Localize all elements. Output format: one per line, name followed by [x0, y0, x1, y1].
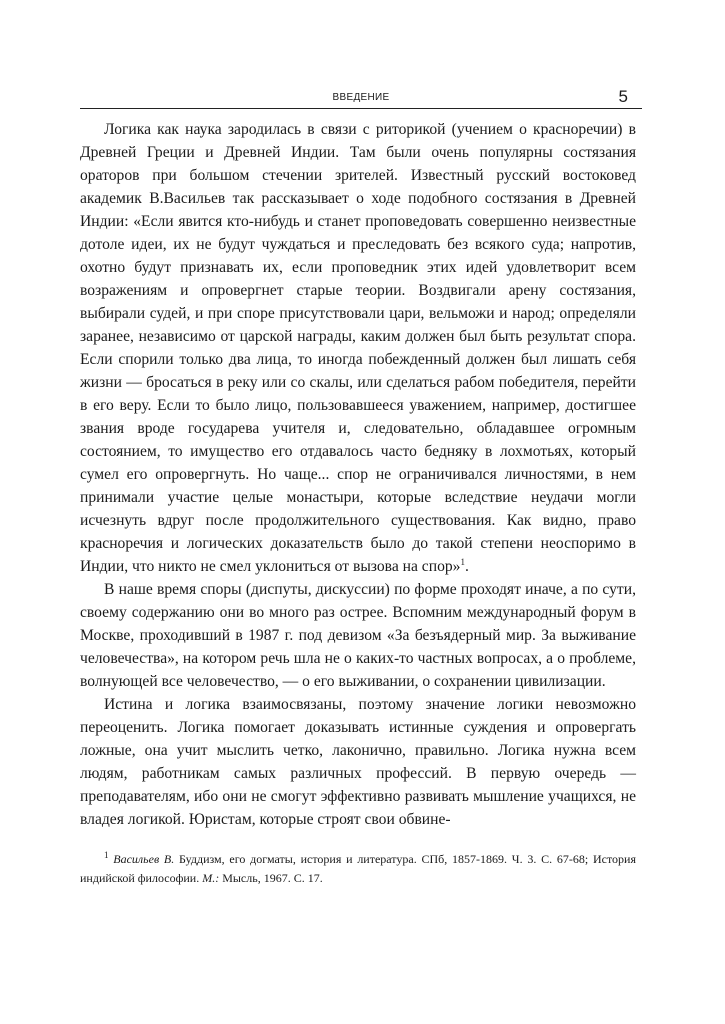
paragraph-3: Истина и логика взаимосвязаны, поэтому значение логики невозможно переоценить. Логика помогает доказывать истинные суждения и опровергать ложные, она учит мыслить четко, лаконично, правильно. Логика нужна всем людям, работникам самых различных профессий. В первую очередь — преподавателям, ибо они не смогут эффективно развивать мышление учащихся, не владея логикой. Юристам, которые строят свои обвине- — [80, 696, 636, 828]
paragraph-2: В наше время споры (диспуты, дискуссии) по форме проходят иначе, а по сути, своему содержанию они во много раз острее. Вспомним международный форум в Москве, проходивший в 1987 г. под девизом «За безъядерный мир. За выживание человечества», на котором речь шла не о каких-то частных вопросах, а о проблеме, волнующей все человечество, — о его выживании, о сохранении цивилизации. — [80, 581, 636, 690]
running-head: ВВЕДЕНИЕ — [332, 92, 390, 103]
footnote-reference: 1 — [460, 556, 465, 567]
page-number: 5 — [618, 87, 628, 106]
footnote-1 — [80, 850, 636, 888]
footnote-tail: Мысль, 1967. С. 17. — [222, 871, 323, 885]
footnote-place: М.: — [202, 871, 220, 885]
page-header — [80, 87, 642, 109]
footnote-mark: 1 — [104, 850, 109, 860]
paragraph-1-text: Логика как наука зародилась в связи с риторикой (учением о красноречии) в Древней Греции и Древней Индии. Там были очень популярны состязания ораторов при большом стечении зрителей. Известный русский востоковед академик В.Васильев так рассказывает о ходе подобного состязания в Древней Индии: «Если явится кто-нибудь и станет проповедовать совершенно неизвестные дотоле идеи, их не будут чуждаться и преследовать без всякого суда; напротив, охотно будут признавать их, если проповедник этих идей удовлетворит всем возражениям и опровергнет старые теории. Воздвигали арену состязания, выбирали судей, и при споре присутствовали цари, вельможи и народ; определяли заранее, независимо от царской награды, каким должен был быть результат спора. Если спорили только два лица, то иногда побежденный должен был лишать себя жизни — бросаться в реку или со скалы, или сделаться рабом победителя, перейти в его веру. Если то было лицо, пользовавшееся уважением, например, достигшее звания вроде государева учителя и, следовательно, обладавшее огромным состоянием, то имущество его отдавалось часто бедняку в лохмотьях, который сумел его опровергнуть. Но чаще... спор не ограничивался личностями, в нем принимали участие целые монастыри, которые вследствие неудачи могли исчезнуть вдруг после продолжительного существования. Как видно, право красноречия и логических доказательств было до такой степени неоспоримо в Индии, что никто не смел уклониться от вызова на спор» — [80, 121, 636, 575]
paragraph-1: Логика как наука зародилась в связи с риторикой (учением о красноречии) в Древней Греции и Древней Индии. Там были очень популярны состязания ораторов при большом стечении зрителей. Известный русский востоковед академик В.Васильев так рассказывает о ходе подобного состязания в Древней Индии: «Если явится кто-нибудь и станет проповедовать совершенно неизвестные дотоле идеи, их не будут чуждаться и преследовать без всякого суда; напротив, охотно будут признавать их, если проповедник этих идей удовлетворит всем возражениям и опровергнет старые теории. Воздвигали арену состязания, выбирали судей, и при споре присутствовали цари, вельможи и народ; определяли заранее, независимо от царской награды, каким должен был быть результат спора. Если спорили только два лица, то иногда побежденный должен был лишать себя жизни — бросаться в реку или со скалы, или сделаться рабом победителя, перейти в его веру. Если то было лицо, пользовавшееся уважением, например, достигшее звания вроде государева учителя и, следовательно, обладавшее огромным состоянием, то имущество его отдавалось часто бедняку в лохмотьях, который сумел его опровергнуть. Но чаще... спор не ограничивался личностями, в нем принимали участие целые монастыри, которые вследствие неудачи могли исчезнуть вдруг после продолжительного существования. Как видно, право красноречия и логических доказательств было до такой степени неоспоримо в Индии, что никто не смел уклониться от вызова на спор»$^1$. — [80, 121, 636, 575]
footnote-text: Буддизм, его догматы, история и литература. СПб, 1857-1869. Ч. 3. С. 67-68; История индийской философии. — [80, 852, 636, 885]
body-text — [80, 118, 636, 831]
footnote — [80, 850, 636, 888]
footnote-author: Васильев В. — [113, 852, 175, 866]
